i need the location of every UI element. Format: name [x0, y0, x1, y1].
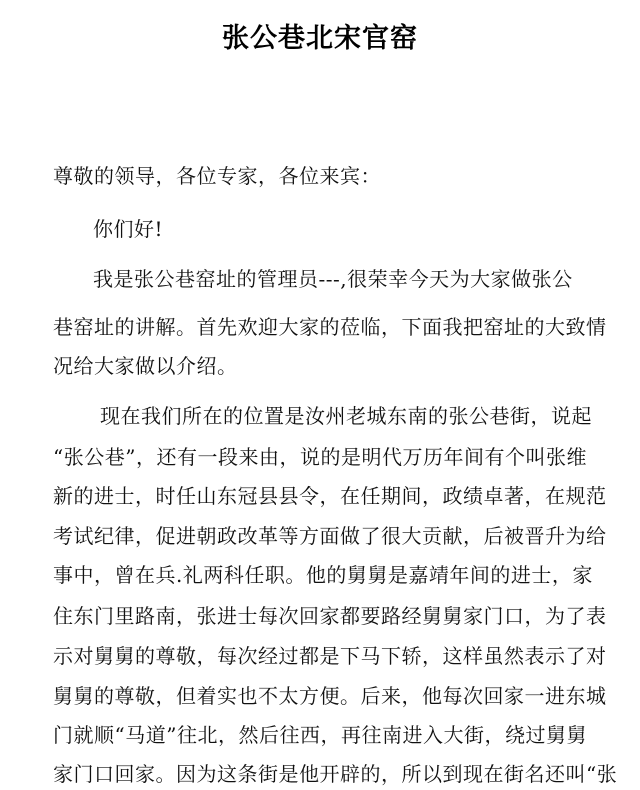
paragraph2-line: 住东门里路南，张进士每次回家都要路经舅舅家门口，为了表 — [53, 604, 607, 628]
paragraph2-line: 家门口回家。因为这条街是他开辟的，所以到现在街名还叫“张 — [53, 762, 618, 786]
paragraph2-line: “张公巷”，还有一段来由，说的是明代万历年间有个叫张维 — [53, 445, 587, 469]
paragraph2-line: 现在我们所在的位置是汝州老城东南的张公巷街，说起 — [100, 404, 592, 428]
paragraph2-line: 门就顺“马道”往北，然后往西，再往南进入大街，绕过舅舅 — [53, 723, 587, 747]
paragraph1-line: 况给大家做以介绍。 — [53, 354, 238, 378]
paragraph1-line: 巷窑址的讲解。首先欢迎大家的莅临，下面我把窑址的大致情 — [53, 315, 607, 339]
paragraph2-line: 新的进士，时任山东冠县县令，在任期间，政绩卓著，在规范 — [53, 484, 607, 508]
paragraph2-line: 事中，曾在兵.礼两科任职。他的舅舅是嘉靖年间的进士，家 — [53, 563, 593, 587]
paragraph1-line: 我是张公巷窑址的管理员---,很荣幸今天为大家做张公 — [93, 267, 573, 291]
paragraph2-line: 示对舅舅的尊敬，每次经过都是下马下轿，这样虽然表示了对 — [53, 644, 607, 668]
paragraph2-line: 舅舅的尊敬，但着实也不太方便。后来，他每次回家一进东城 — [53, 684, 607, 708]
document-title: 张公巷北宋官窑 — [222, 23, 418, 54]
greeting: 你们好! — [93, 217, 164, 241]
paragraph2-line: 考试纪律，促进朝政改革等方面做了很大贡献，后被晋升为给 — [53, 524, 607, 548]
salutation: 尊敬的领导，各位专家，各位来宾： — [53, 164, 381, 188]
